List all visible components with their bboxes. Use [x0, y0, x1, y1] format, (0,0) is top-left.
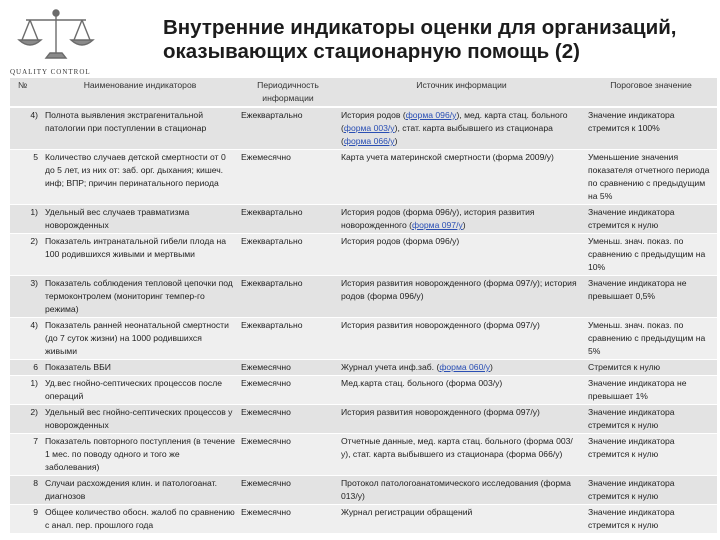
source-text: Карта учета материнской смертности (форма 2009/у) — [341, 152, 554, 162]
row-number: 3) — [10, 276, 42, 318]
threshold-value: Стремится к нулю — [585, 360, 717, 376]
source-text: ) — [490, 362, 493, 372]
periodicity: Ежеквартально — [238, 234, 338, 276]
table-row — [10, 376, 717, 405]
source-text: ) — [394, 136, 398, 146]
table-row — [10, 107, 717, 150]
row-number: 4) — [10, 107, 42, 150]
indicators-table — [10, 78, 717, 534]
source-text: История родов ( — [341, 110, 406, 120]
source-text: История развития новорожденного (форма 097/у); история родов (форма 096/у) — [341, 278, 577, 301]
table-row — [10, 318, 717, 360]
table-body — [10, 107, 717, 534]
form-link[interactable]: форма 097/у — [412, 220, 463, 230]
indicators-table-wrap — [10, 78, 717, 540]
indicator-name: Полнота выявления экстрагенитальной патологии при поступлении в стационар — [42, 107, 238, 150]
info-source — [338, 405, 585, 434]
row-number: 1) — [10, 376, 42, 405]
table-row — [10, 276, 717, 318]
info-source — [338, 150, 585, 205]
header-source: Источник информации — [338, 78, 585, 107]
row-number: 8 — [10, 476, 42, 505]
source-text: История развития новорожденного (форма 097/у) — [341, 320, 540, 330]
threshold-value: Значение индикатора стремится к нулю — [585, 476, 717, 505]
page-title-line-1: Внутренние индикаторы оценки для организаций, — [163, 16, 677, 39]
logo-text: QUALITY CONTROL — [10, 68, 91, 76]
header-periodicity: Периодичность информации — [238, 78, 338, 107]
periodicity: Ежеквартально — [238, 205, 338, 234]
source-text: ) — [462, 220, 466, 230]
threshold-value: Значение индикатора стремится к нулю — [585, 505, 717, 534]
table-row — [10, 205, 717, 234]
info-source — [338, 476, 585, 505]
source-text: Мед.карта стац. больного (форма 003/у) — [341, 378, 503, 388]
info-source — [338, 505, 585, 534]
threshold-value: Значение индикатора стремится к 100% — [585, 107, 717, 150]
header-indicator-name: Наименование индикаторов — [42, 78, 238, 107]
info-source — [338, 376, 585, 405]
header-number: № — [10, 78, 42, 107]
form-link[interactable]: форма 060/у — [439, 362, 491, 372]
indicator-name: Общее количество обосн. жалоб по сравнению с анал. пер. прошлого года — [42, 505, 238, 534]
info-source — [338, 360, 585, 376]
row-number: 1) — [10, 205, 42, 234]
threshold-value: Значение индикатора не превышает 0,5% — [585, 276, 717, 318]
table-row — [10, 405, 717, 434]
row-number: 2) — [10, 405, 42, 434]
row-number: 5 — [10, 150, 42, 205]
quality-control-logo — [6, 6, 106, 76]
periodicity: Ежеквартально — [238, 107, 338, 150]
form-link[interactable]: форма 096/у — [405, 110, 457, 120]
table-row — [10, 150, 717, 205]
row-number: 2) — [10, 234, 42, 276]
row-number: 4) — [10, 318, 42, 360]
table-row — [10, 434, 717, 476]
source-text: ), мед. карта стац. больного ( — [341, 110, 568, 133]
threshold-value: Значение индикатора стремится к нулю — [585, 205, 717, 234]
threshold-value: Уменьш. знач. показ. по сравнению с предыдущим на 5% — [585, 318, 717, 360]
source-text: ), стат. карта выбывшего из стационара ( — [341, 123, 553, 146]
row-number: 9 — [10, 505, 42, 534]
threshold-value: Уменьш. знач. показ. по сравнению с предыдущим на 10% — [585, 234, 717, 276]
header-threshold: Пороговое значение — [585, 78, 717, 107]
periodicity: Ежемесячно — [238, 476, 338, 505]
periodicity: Ежеквартально — [238, 276, 338, 318]
indicator-name: Количество случаев детской смертности от 0 до 5 лет, из них от: заб. орг. дыхания; кишеч. инф; ВПР; причин перинатального периода — [42, 150, 238, 205]
table-row — [10, 360, 717, 376]
source-text: История развития новорожденного (форма 097/у) — [341, 407, 540, 417]
indicator-name: Показатель интранатальной гибели плода на 100 родившихся живыми и мертвыми — [42, 234, 238, 276]
indicator-name: Удельный вес гнойно-септических процессов у новорожденных — [42, 405, 238, 434]
info-source — [338, 276, 585, 318]
table-header-row — [10, 78, 717, 107]
periodicity: Ежемесячно — [238, 405, 338, 434]
indicator-name: Показатель ранней неонатальной смертности (до 7 суток жизни) на 1000 родившихся живыми — [42, 318, 238, 360]
table-row — [10, 234, 717, 276]
periodicity: Ежемесячно — [238, 505, 338, 534]
source-text: Журнал регистрации обращений — [341, 507, 473, 517]
threshold-value: Значение индикатора стремится к нулю — [585, 434, 717, 476]
source-text: Протокол патологоанатомического исследования (форма 013/у) — [341, 478, 571, 501]
periodicity: Ежемесячно — [238, 376, 338, 405]
table-row — [10, 505, 717, 534]
threshold-value: Значение индикатора стремится к нулю — [585, 405, 717, 434]
periodicity: Ежемесячно — [238, 360, 338, 376]
indicator-name: Удельный вес случаев травматизма новорожденных — [42, 205, 238, 234]
indicator-name: Показатель соблюдения тепловой цепочки под термоконтролем (мониторинг темпер-го режима) — [42, 276, 238, 318]
source-text: История родов (форма 096/у) — [341, 236, 460, 246]
source-text: История родов (форма 096/у), история развития новорожденного ( — [341, 207, 535, 230]
indicator-name: Случаи расхождения клин. и патологоанат. диагнозов — [42, 476, 238, 505]
source-text: Журнал учета инф.заб. ( — [341, 362, 440, 372]
row-number: 6 — [10, 360, 42, 376]
scales-of-justice-icon — [6, 6, 106, 66]
info-source — [338, 318, 585, 360]
periodicity: Ежемесячно — [238, 150, 338, 205]
indicator-name: Уд.вес гнойно-септических процессов после операций — [42, 376, 238, 405]
periodicity: Ежемесячно — [238, 434, 338, 476]
info-source — [338, 205, 585, 234]
periodicity: Ежеквартально — [238, 318, 338, 360]
table-row — [10, 476, 717, 505]
page-title — [163, 16, 713, 64]
page-title-line-2: оказывающих стационарную помощь (2) — [163, 40, 580, 63]
source-text: Отчетные данные, мед. карта стац. больного (форма 003/у), стат. карта выбывшего из стационара (форма 066/у) — [341, 436, 573, 459]
threshold-value: Уменьшение значения показателя отчетного периода по сравнению с предыдущим на 5% — [585, 150, 717, 205]
threshold-value: Значение индикатора не превышает 1% — [585, 376, 717, 405]
info-source — [338, 434, 585, 476]
form-link[interactable]: форма 003/у — [343, 123, 395, 133]
form-link[interactable]: форма 066/у — [343, 136, 395, 146]
info-source — [338, 234, 585, 276]
indicator-name: Показатель повторного поступления (в течение 1 мес. по поводу одного и того же заболевания) — [42, 434, 238, 476]
indicator-name: Показатель ВБИ — [42, 360, 238, 376]
info-source — [338, 107, 585, 150]
row-number: 7 — [10, 434, 42, 476]
